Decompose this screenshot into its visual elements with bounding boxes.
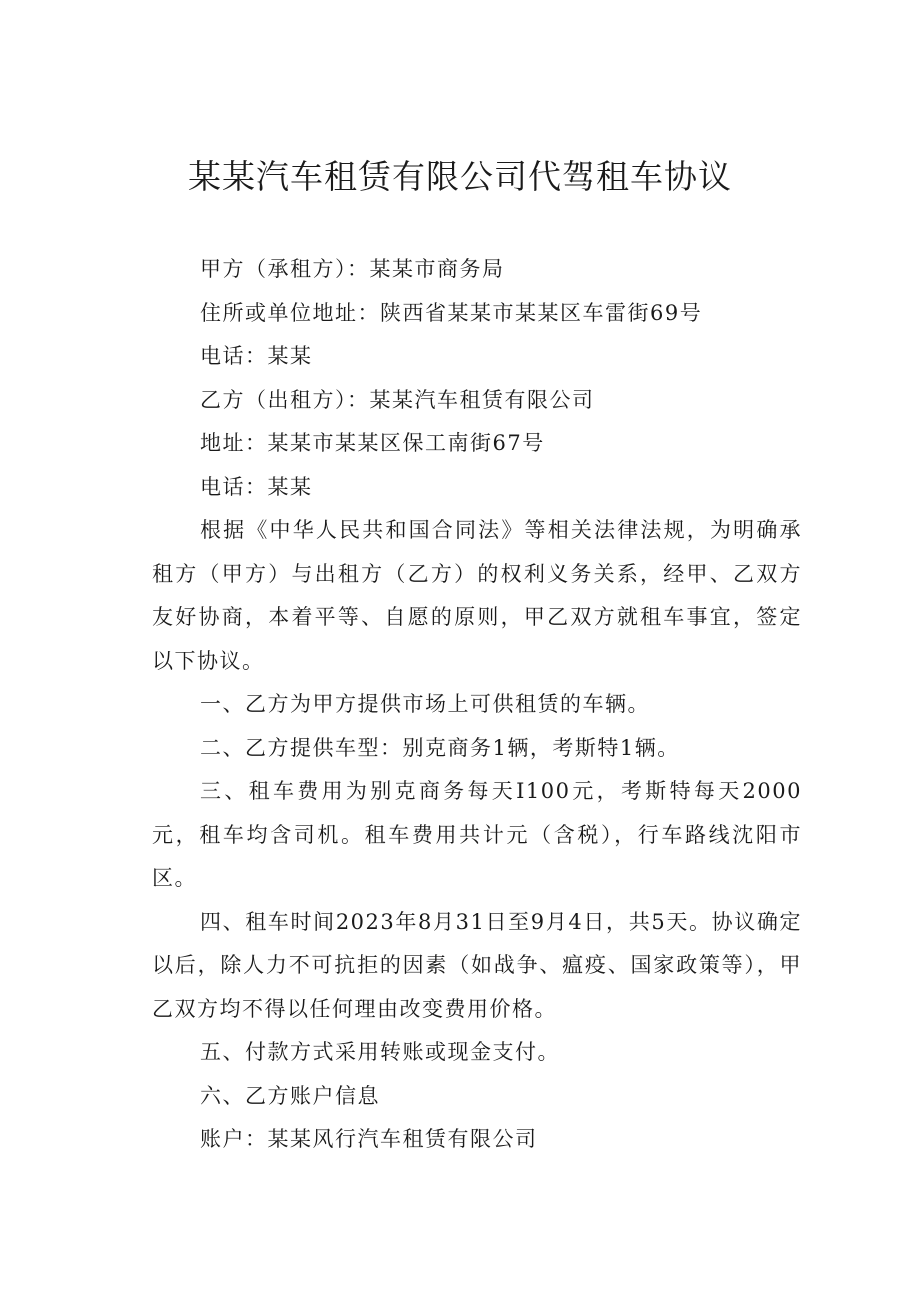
- party-b-address: 地址：某某市某某区保工南街67号: [200, 431, 545, 455]
- party-b-phone: 电话：某某: [200, 474, 313, 499]
- account-line: 账户：某某风行汽车租赁有限公司: [200, 1127, 538, 1151]
- clause-1: 一、乙方为甲方提供市场上可供租赁的车辆。: [200, 692, 650, 716]
- party-a-address: 住所或单位地址：陕西省某某市某某区车雷街69号: [200, 300, 703, 325]
- preamble-paragraph: 根据《中华人民共和国合同法》等相关法律法规，为明确承租方（甲方）与出租方（乙方）的权利义务关系，经甲、乙双方友好协商，本着平等、自愿的原则，甲乙双方就租车事宜，签定以下协议。: [152, 518, 802, 673]
- party-a-phone: 电话：某某: [200, 344, 313, 368]
- clause-3: 三、租车费用为别克商务每天I100元，考斯特每天2000元，租车均含司机。租车费用共计元（含税），行车路线沈阳市区。: [152, 779, 802, 890]
- clause-6: 六、乙方账户信息: [200, 1083, 380, 1108]
- party-b-line: 乙方（出租方）：某某汽车租赁有限公司: [200, 387, 595, 412]
- party-a-line: 甲方（承租方）：某某市商务局: [200, 257, 505, 281]
- clause-2: 二、乙方提供车型：别克商务1辆，考斯特1辆。: [200, 735, 680, 760]
- document-body: [152, 248, 802, 1162]
- document-title: 某某汽车租赁有限公司代驾租车协议: [188, 157, 732, 196]
- clause-4: 四、租车时间2023年8月31日至9月4日，共5天。协议确定以后，除人力不可抗拒的因素（如战争、瘟疫、国家政策等），甲乙双方均不得以任何理由改变费用价格。: [152, 909, 802, 1021]
- clause-5: 五、付款方式采用转账或现金支付。: [200, 1040, 560, 1064]
